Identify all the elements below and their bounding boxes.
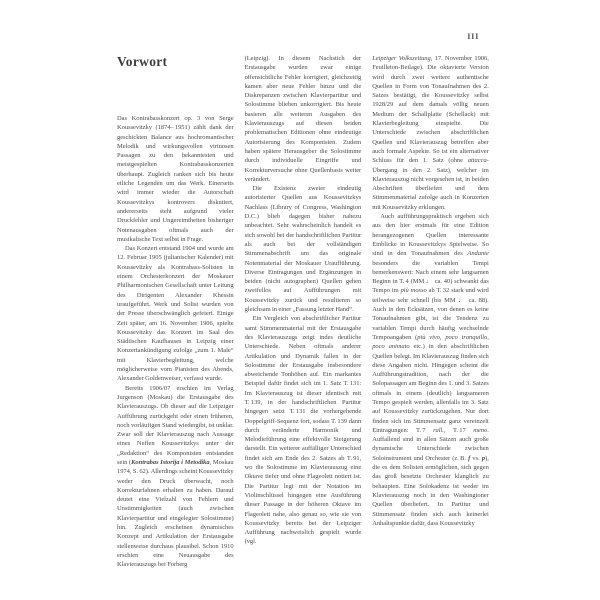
paragraph: Bereits 1906/07 erschien im Verlag Jurgenson (Moskau) die Erstausgabe des Klavierauszugs. Ob dieser auf die Leipziger Aufführung zurückgeht oder einen früheren, noch vorläufigen Stand wiedergibt, ist unklar. Zwar soll der Klavierauszug nach Aussage eines Neffen Koussevitzkys unter der „Redaktion“ des Komponisten entstanden sein (Kontrabas Istorija i Metodika, Moskau 1974, S. 62). Allerdings scheint Koussevitzky weder den Druck überwacht, noch Korrekturfahnen erhalten zu haben. Darauf deutet eine Vielzahl von Fehlern und Unstimmigkeiten (auch zwischen Klavierpartitur und eingelegter Solostimme) hin. Zugleich erscheinen dynamisches Konzept und Artikulation der Erstausgabe stellenweise durchaus plausibel. Schon 1910 erschien eine Neuausgabe des Klavierauszugs bei Forberg (117, 384, 234, 569)
paragraph: Die Existenz zweier eindeutig autorisierter Quellen aus Koussevitzkys Nachlass (Library of Congress, Washington D.C.) blieb dagegen bisher nahezu unbeachtet. Sehr wahrscheinlich handelt es sich sowohl bei der handschriftlichen Partitur als auch bei der vollständigen Stimmenabschrift um das originale Notenmaterial der Moskauer Uraufführung. Diverse Eintragungen und Ergänzungen in beiden (nicht autographen) Quellen gehen zweifellos auf Aufführungen mit Koussevitzky zurück und resultieren so gleichsam in einer „Fassung letzter Hand“. (244, 185, 362, 314)
paragraph: Ein Vergleich von abschriftlicher Partitur samt Stimmenmaterial mit der Erstausgabe des Klavierauszugs zeigt indes deutliche Unterschiede. Neben oftmals anderer Artikulation und Dynamik fallen in der Solostimme der Erstausgabe insbesondere abweichende Tonhöhen auf. Ein markantes Beispiel dafür findet sich im 1. Satz T. 131: Im Klavierauszug ist dieser identisch mit T. 139, in der handschriftlichen Partitur hingegen setzt T. 131 die vorhergehende Doppelgriff-Sequenz fort, sodass T. 139 dann durch veränderte Harmonik und Melodieführung eine effektvolle Steigerung darstellt. Ein weiterer auffälliger Unterschied findet sich am Ende des 2. Satzes ab T. 91, wo die Solostimme im Klavierauszug eine Oktave tiefer und ohne Flageolett notiert ist. Die Partitur legt mit der Notation im Violinschlüssel hingegen eine Ausführung dieser Passage in der höheren Oktave im Flageolett nahe, also genau so, wie sie von Koussevitzky bereits bei der Leipziger Aufführung nachweislich gespielt wurde (vgl. (244, 315, 362, 546)
text-block (117, 54, 489, 570)
page-number: III (467, 31, 479, 41)
paragraph: Das Kontrabasskonzert op. 3 von Serge Koussevitzky (1874– 1951) zählt dank der geschickten Balance aus hochromantischer Melodik und wirkungsvollen virtuosen Passagen zu den bekanntesten und meistgespielten Kontrabasskonzerten überhaupt. Zugleich ranken sich bis heute etliche Legenden um das Werk. Einerseits wird immer wieder die Autorschaft Koussevitzkys kontrovers diskutiert, andererseits steht aufgrund vieler Druckfehler und Ungereimtheiten bisheriger Notenausgaben oftmals auch der musikalische Text selbst in Frage. (117, 115, 234, 243)
column-2 (245, 54, 362, 570)
paragraph: (Leipzig). In diesem Nachstich der Erstausgabe wurden zwar einige offensichtliche Fehler korrigiert, gleichzeitig kamen aber neue Fehler hinzu und die Diskrepanzen zwischen Klavierpartitur und Solostimme blieben unkorrigiert. Bis heute basieren alle weiteren Ausgaben des Klavierauszugs auf diesen beiden problematischen Editionen ohne eindeutige Autorisierung des Komponisten. Zudem haben spätere Herausgeber die Solostimme durch individuelle Eingriffe und Korrekturversuche ohne Quellenbasis weiter verändert. (244, 55, 362, 183)
page-title: Vorwort (117, 54, 168, 69)
paragraph: Auch aufführungspraktisch ergeben sich aus den hier erstmals für eine Edition herangezogenen Quellen interessante Einblicke in Koussevitzkys Spielweise. So sind in den Tonaufnahmen des Andante besonders die variablen Tempi bemerkenswert: Nach einem sehr langsamen Beginn in T. 4 (MM ♩ ca. 40) schwankt das Tempo im più mosso ab T. 32 stark und wird teilweise sehr schnell (bis MM ♩ ca. 88). Auch in den Ecksätzen, von denen es keine Tonaufnahmen gibt, ist die Tendenz zu variablen Tempi durch häufig wechselnde Tempoangaben (più vivo, poco tranquillo, poco animato etc.) in den abschriftlichen Quellen belegt. Im Klavierauszug finden sich diese Angaben nicht. Hingegen scheint die Aufführungstradition, nach der die Solopassagen am Beginn des 1. und 3. Satzes oftmals in einem (deutlich) langsameren Tempo gespielt werden, allenfalls im 3. Satz auf Koussevitzky zurückzugehen. Nur dort finden sich im Stimmensatz ganz vereinzelt Eintragungen: T. 7 rall., T. 17 meno. Auffallend sind in allen Sätzen auch große dynamische Unterschiede zwischen Soloinstrument und Orchester (z. B. f vs. p), die es dem Solisten ermöglichen, sich gegen das groß besetzte Orchester klanglich zu behaupten. Eine Solokadenz ist weder im Klavierauszug noch in den Washingtoner Quellen überliefert. In Partitur und Stimmensatz finden sich auch keinerlei Anhaltspunkte dafür, dass Koussevitzky (372, 213, 489, 527)
paragraph: Das Konzert entstand 1904 und wurde am 12. Februar 1905 (julianischer Kalender) mit Koussevitzky als Kontrabass-Solisten in einem Orchesterkonzert der Moskauer Philharmonischen Gesellschaft unter Leitung des Dirigenten Alexander Khessin uraufgeführt. Werk und Solist wurden von der Presse überschwänglich gefeiert. Einige Zeit später, am 16. November 1906, spielte Koussevitzky das Konzert im Saal des Städtischen Kaufhauses in Leipzig einer Konzertankündigung zufolge „zum 1. Male“ mit Klavierbegleitung, welche möglicherweise vom Pianisten des Abends, Alexander Goldenweiser, verfasst wurde. (117, 245, 234, 383)
column-3 (372, 54, 489, 570)
paragraph: Leipziger Volkszeitung, 17. November 1906, Feuilleton-Beilage). Die oktavierte Version wird durch zwei weitere authentische Quellen in Form von Tonaufnahmen des 2. Satzes bestätigt, die Koussevitzky selbst 1928/29 auf dem damals völlig neuen Medium der Schallplatte (Schellack) mit Klavierbegleitung einspielte. Die Unterschiede zwischen abschriftlichen Quellen und Klavierauszug betreffen aber auch formale Aspekte. So ist ein alternativer Schluss für den 1. Satz (ohne attacca-Übergang in den 2. Satz), welcher im Klavierauszug nicht vorgesehen ist, in beiden Abschriften überliefert und dem Stimmenmaterial zufolge auch in Konzerten mit Koussevitzky erklungen. (372, 55, 489, 211)
column-1 (117, 54, 234, 570)
